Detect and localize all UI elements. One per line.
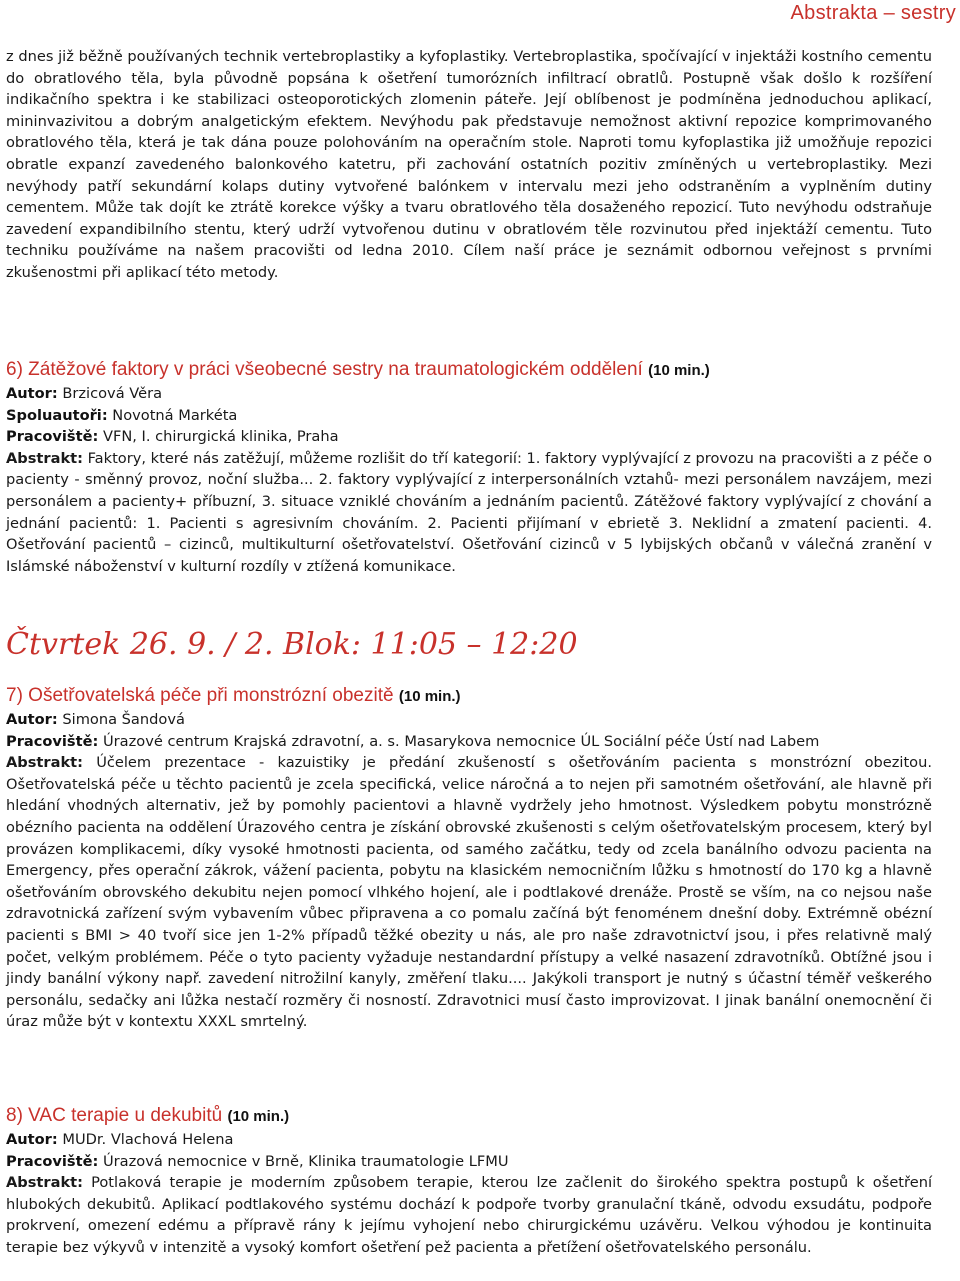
section-6-abstract	[6, 448, 932, 578]
workplace-name: Úrazové centrum Krajská zdravotní, a. s. Masarykova nemocnice ÚL Sociální péče Ústí nad Labem	[102, 732, 820, 750]
workplace-name: VFN, I. chirurgická klinika, Praha	[102, 428, 339, 446]
section-6	[6, 358, 932, 577]
section-7-title	[6, 684, 932, 709]
workplace-label: Pracoviště:	[6, 428, 99, 446]
section-8	[6, 1104, 932, 1259]
workplace-label: Pracoviště:	[6, 732, 99, 750]
intro-paragraph: z dnes již běžně používaných technik vertebroplastiky a kyfoplastiky. Vertebroplastika, spočívající v injektáži kostního cementu do obratlového těla, byla původně popsána k ošetření tumorózních infiltrací obratlů. Postupně však došlo k rozšíření indikačního spektra i ke stabilizaci osteoporotických zlomenin páteře. Její oblíbenost je podmíněna jednoduchou aplikací, mininvazivitou a dobrým analgetickým efektem. Nevýhodu pak představuje nemožnost aktivní repozice komprimovaného obratlového těla, která je tak dána pouze polohováním na operačním stole. Naproti tomu kyfoplastika již umožňuje repozici obratle expanzí zavedeného balonkového katetru, při zachování ostatních pozitiv zmíněných u vertebroplastiky. Mezi nevýhody patří sekundární kolaps dutiny vytvořené balónkem v intervalu mezi jeho odstraněním a vyplněním dutiny cementem. Může tak dojít ke ztrátě korekce výšky a tvaru obratlového těla dosaženého repozicí. Tuto nevýhodu odstraňuje zavedení expandibilního stentu, který udrží vytvořenou dutinu v obratlovém těle rozvinutou před injektáží cementu. Tuto techniku používáme na našem pracovišti od ledna 2010. Cílem naší práce je seznámit odbornou veřejnost s prvními zkušenostmi při aplikací této metody.	[6, 48, 932, 281]
workplace-label: Pracoviště:	[6, 1152, 99, 1170]
abstract-label: Abstrakt:	[6, 449, 83, 467]
section-7-abstract	[6, 752, 932, 1033]
abstract-text: Faktory, které nás zatěžují, můžeme rozlišit do tří kategorií: 1. faktory vyplývající z provozu na pracovišti a z péče o pacienty - směnný provoz, noční služba... 2. faktory vyplývající z interpersonálních vztahů- mezi personálem navzájem, mezi personálem a pacienty+ příbuzní, 3. situace vzniklé chováním a jednáním pacientů. Zátěžové faktory vyplývající z chování a jednání pacientů: 1. Pacienti s agresivním chováním. 2. Pacienti přijímaní v ebrietě 3. Neklidní a zmatení pacienti. 4. Ošetřování pacientů – cizinců, multikulturní ošetřovatelství. Ošetřování cizinců v 5 lybijských občanů v válečná zranění v Islámské náboženství v kulturní rozdíly v ztížená komunikace.	[6, 449, 932, 575]
coauthor-name: Novotná Markéta	[112, 406, 238, 424]
section-8-workplace	[6, 1151, 932, 1173]
section-6-workplace	[6, 426, 932, 448]
section-6-coauthor	[6, 405, 932, 427]
section-6-author	[6, 383, 932, 405]
author-label: Autor:	[6, 711, 58, 728]
intro-block	[6, 46, 932, 284]
section-6-title	[6, 358, 932, 383]
abstract-label: Abstrakt:	[6, 754, 83, 772]
abstract-text: Účelem prezentace - kazuistiky je předání zkušeností s ošetřováním pacienta s monstrózní obezitou. Ošetřovatelská péče u těchto pacientů je zcela specifická, velice náročná a to nejen při samotném ošetřování, ale hlavně při hledání vhodných alternativ, jež by pomohly pacientovi a hlavně vydržely jeho hmotnost. Výsledkem pobytu monstrózně obézního pacienta na oddělení Úrazového centra je získání obrovské zkušenosti s celým ošetřovatelským procesem, který byl provázen komplikacemi, díky vysoké hmotnosti pacienta, od samého začátku, tedy od zcela banálního odvozu pacienta na Emergency, přes operační zákrok, vážení pacienta, pobytu na klasickém nemocničním lůžku s hmotností do 170 kg a hlavně ošetřováním obrovského dekubitu nejen pomocí vlhkého hojení, ale i podtlakové drenáže. Prostě se vším, na co nejsou naše zdravotnická zařízení svým vybavením vůbec připravena a co pomalu začíná být fenoménem dnešní doby. Extrémně obézní pacienti s BMI > 40 tvoří sice jen 1-2% případů těžké obezity u nás, ale pro naše zdravotnictví jsou, i přes relativně malý počet, velkým problémem. Péče o tyto pacienty vyžaduje nestandardní přístupy a velké nasazení zdravotníků. Obtížné jsou i jindy banální výkony např. zavedení nitrožilní kanyly, změření tlaku.... Jakýkoli transport je nutný s účastní téměř veškerého personálu, sedačky ani lůžka nestačí rozměry či nosností. Zdravotnici musí často improvizovat. I jinak banální onemocnění či úraz může být v kontextu XXXL smrtelný.	[6, 754, 933, 1031]
author-label: Autor:	[6, 1131, 58, 1148]
section-8-abstract	[6, 1172, 932, 1258]
day-block-heading: Čtvrtek 26. 9. / 2. Blok: 11:05 – 12:20	[6, 627, 578, 662]
section-7-workplace	[6, 731, 932, 753]
page-header-title: Abstrakta – sestry	[790, 2, 956, 24]
abstract-label: Abstrakt:	[6, 1174, 83, 1192]
section-7-author	[6, 709, 932, 731]
author-name: Brzicová Věra	[62, 385, 163, 402]
section-8-title	[6, 1104, 932, 1129]
section-8-author	[6, 1129, 932, 1151]
section-8-duration: (10 min.)	[227, 1108, 290, 1125]
section-6-title-text: 6) Zátěžové faktory v práci všeobecné sestry na traumatologickém oddělení	[6, 359, 643, 380]
author-label: Autor:	[6, 385, 58, 402]
coauthor-label: Spoluautoři:	[6, 406, 108, 424]
author-name: Simona Šandová	[62, 711, 185, 728]
abstract-text: Potlaková terapie je moderním způsobem terapie, kterou lze začlenit do širokého spektra postupů k ošetření hlubokých dekubitů. Aplikací podtlakového systému dochází k podpoře tvorby granulační tkáně, odvodu exsudátu, podpoře prokrvení, omezení edému a přípravě rány k jejímu vyhojení nebo chirurgickému uzávěru. Velkou výhodou je kontinuita terapie bez výkyvů v intenzitě a vysoký komfort ošetření pež pacienta a přetížení ošetřovatelského personálu.	[6, 1174, 932, 1256]
section-7	[6, 684, 932, 1033]
section-7-title-text: 7) Ošetřovatelská péče při monstrózní obezitě	[6, 685, 394, 706]
section-6-duration: (10 min.)	[648, 362, 710, 379]
section-7-duration: (10 min.)	[398, 688, 461, 705]
author-name: MUDr. Vlachová Helena	[62, 1131, 234, 1148]
section-8-title-text: 8) VAC terapie u dekubitů	[6, 1105, 223, 1126]
workplace-name: Úrazová nemocnice v Brně, Klinika traumatologie LFMU	[102, 1152, 509, 1170]
